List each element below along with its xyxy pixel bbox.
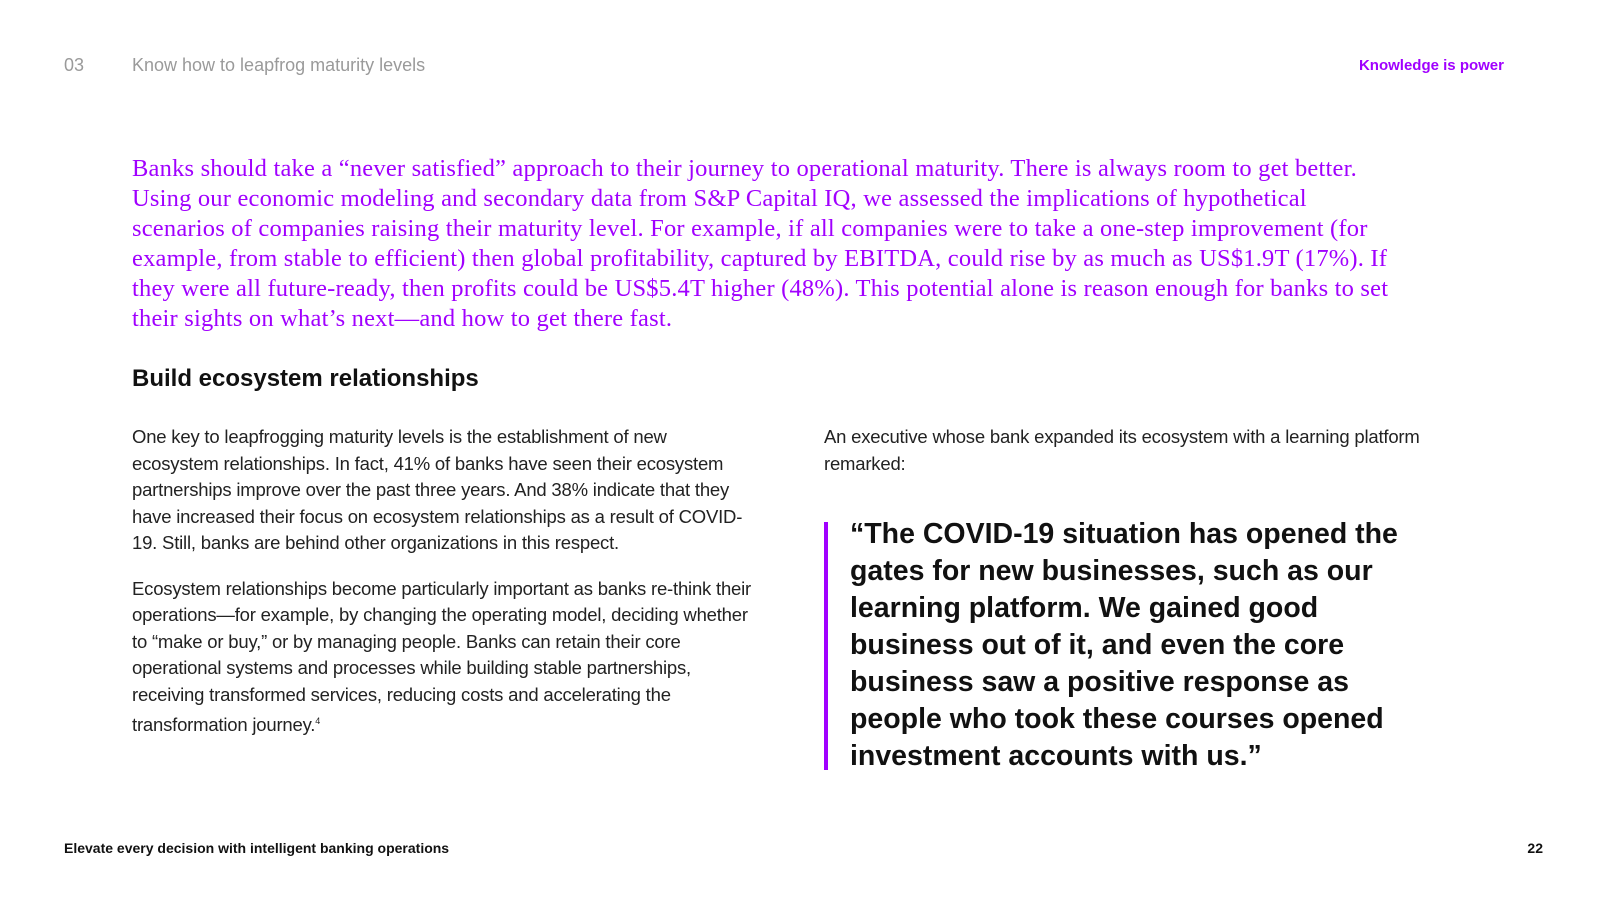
section-number: 03 bbox=[64, 55, 85, 75]
footer-title: Elevate every decision with intelligent banking operations bbox=[64, 840, 450, 856]
section-title: Know how to leapfrog maturity levels bbox=[132, 55, 426, 75]
pull-quote: “The COVID-19 situation has opened the gates for new businesses, such as our learning platform. We gained good business out of it, and even the core business saw a positive response as people who took these courses opened investment accounts with us.” bbox=[850, 518, 1398, 772]
quote-intro: An executive whose bank expanded its ecosystem with a learning platform remarked: bbox=[824, 426, 1420, 474]
body-paragraph-2 bbox=[132, 576, 752, 739]
page-number: 22 bbox=[1527, 840, 1543, 856]
body-paragraph-2-text: Ecosystem relationships become particularly important as banks re-think their operations—for example, by changing the operating model, deciding whether to “make or buy,” or by managing people. Banks can retain their core operational systems and processes while building stable partnerships, receiving transformed services, reducing costs and accelerating the transformation journey. bbox=[132, 577, 752, 736]
intro-paragraph: Banks should take a “never satisfied” approach to their journey to operational maturity. There is always room to get better. Using our economic modeling and secondary data from S&P Capital IQ, we assessed the implications of hypothetical scenarios of companies raising their maturity level. For example, if all companies were to take a one-step improvement (for example, from stable to efficient) then global profitability, captured by EBITDA, could rise by as much as US$1.9T (17%). If they were all future-ready, then profits could be US$5.4T higher (48%). This potential alone is reason enough for banks to set their sights on what’s next—and how to get there fast. bbox=[132, 155, 1389, 332]
quote-accent-bar bbox=[824, 522, 828, 770]
section-subheading: Build ecosystem relationships bbox=[132, 365, 479, 392]
body-paragraph-1: One key to leapfrogging maturity levels is the establishment of new ecosystem relationships. In fact, 41% of banks have seen their ecosystem partnerships improve over the past three years. And 38% indicate that they have increased their focus on ecosystem relationships as a result of COVID-19. Still, banks are behind other organizations in this respect. bbox=[132, 426, 743, 553]
header-tag: Knowledge is power bbox=[1358, 57, 1504, 74]
footnote-marker: 4 bbox=[315, 716, 321, 726]
right-column bbox=[824, 424, 1424, 477]
left-column bbox=[132, 424, 752, 758]
